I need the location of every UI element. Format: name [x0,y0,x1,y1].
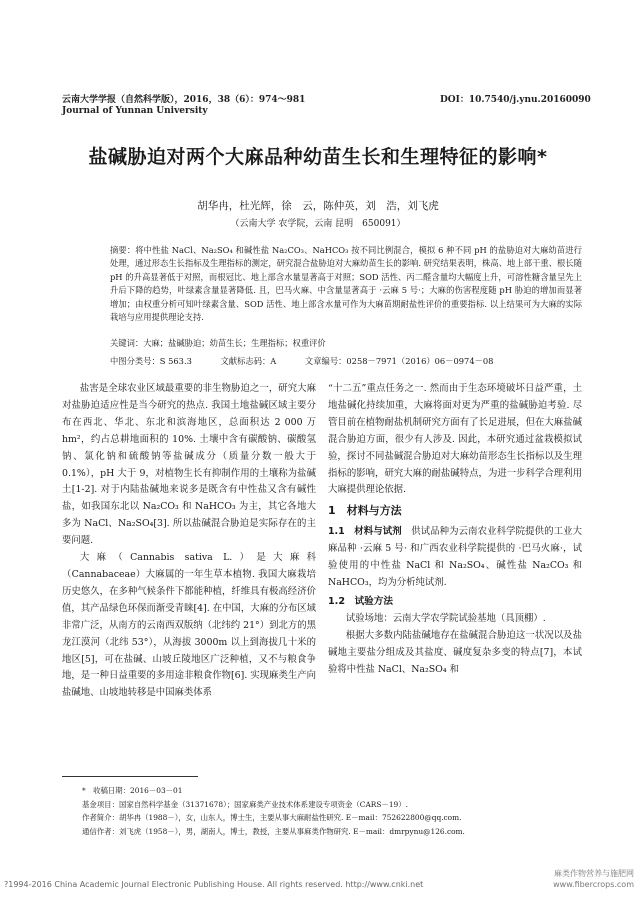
footnote-divider [62,776,198,777]
document-code: 文献标志码：A [220,356,277,366]
subsection-text: 供试品种为云南农业科学院提供的工业大麻品种 ·云麻 5 号· 和广西农业科学院提供的 ·巴马火麻·，试验使用的中性盐 NaCl 和 Na₂SO₄、碱性盐 Na₂CO₃ 和 NaHCO₃，均为分析纯试剂. [328,526,582,588]
footnotes [82,784,602,838]
subsection-1-1 [328,524,582,592]
subsection-heading: 1.2 试验方法 [328,595,393,607]
journal-name-cn: 云南大学学报（自然科学版）， [62,95,184,105]
journal-header-left [62,92,305,105]
intro-continuation: “十二五”重点任务之一. 然而由于生态环境破坏日益严重，土地盐碱化持续加重，大麻将面对更为严重的盐碱胁迫考验. 尽管目前在植物耐盐机制研究方面有了长足进展，但在大麻盐碱混合胁迫方面，很少有人涉及. 因此，本研究通过盆栽模拟试验，探讨不同盐碱混合胁迫对大麻幼苗形态生长指标以及生理指标的影响，研究大麻的耐盐碱特点，为进一步科学合理利用大麻提供理论依据. [328,383,582,496]
intro-paragraph: 盐害是全球农业区域最重要的非生物胁迫之一，研究大麻对盐胁迫适应性是当今研究的热点. 我国土地盐碱区域主要分布在西北、华北、东北和滨海地区，总面积达 2 000 万 hm²，约占总耕地面积的 10%. 土壤中含有碳酸钠、碳酸氢钠、氯化钠和硫酸钠等盐碱成分（质量分数一般大于 0.1%），pH 大于 9，对植物生长有抑制作用的土壤称为盐碱土[1-2]. 对于内陆盐碱地来说多是既含有中性盐又含有碱性盐，如我国东北以 Na₂CO₃ 和 NaHCO₃ 为主，其它各地大多为 NaCl、Na₂SO₄[3]. 所以盐碱混合胁迫是实际存在的主要问题. [62,383,316,547]
left-column [62,381,316,702]
journal-name-en: Journal of Yunnan University [62,106,208,116]
author-list: 胡华冉，杜光辉，徐 云，陈仲英，刘 浩，刘飞虎 [197,200,439,212]
footnote-author: 作者简介：胡华冉（1988－），女，山东人，博士生，主要从事大麻耐盐性研究. E－mail：752622800@qq.com. [82,813,462,822]
abstract: 摘要：将中性盐 NaCl、Na₂SO₄ 和碱性盐 Na₂CO₃、NaHCO₃ 按不同比例混合，模拟 6 种不同 pH 的盐胁迫对大麻幼苗进行处理，通过形态生长指标及生理指标的测定，研究混合盐胁迫对大麻幼苗生长的影响. 研究结果表明，株高、地上部干重、根长随 pH 的升高显著低于对照，而根冠比、地上部含水量显著高于对照；SOD 活性、丙二醛含量均大幅度上升，可溶性糖含量呈先上升后下降的趋势，叶绿素含量显著降低. 且，巴马火麻、中含量显著高于 ·云麻 5 号·；大麻的伤害程度随 pH 胁迫的增加而显著增加；由权重分析可知叶绿素含量、SOD 活性、地上部含水量可作为大麻苗期耐盐性评价的重要指标. 以上结果可为大麻的实际栽培与应用提供理论支持. [110,245,582,323]
doi: DOI：10.7540/j.ynu.20160090 [440,95,591,105]
affiliation: （云南大学 农学院，云南 昆明 650091） [230,219,406,229]
copyright-footer: ?1994-2016 China Academic Journal Electronic Publishing House. All rights reserved. http://www.cnki.net [4,880,424,889]
footnote-received: * 收稿日期：2016－03－01 [82,786,183,795]
clc-number: 中图分类号：S 563.3 [110,356,192,366]
watermark-text: 麻类作物营养与施肥网 www.fibercrops.com [553,869,634,889]
intro-paragraph: 大麻（Cannabis sativa L.）是大麻科（Cannabaceae）大麻属的一年生草本植物. 我国大麻栽培历史悠久，在多种气候条件下都能种植，纤维具有极高经济价值，其产品绿色环保而渐受青睐[4]. 在中国，大麻的分布区域非常广泛，从南方的云南西双版纳（北纬约 21°）到北方的黑龙江漠河（北纬 53°），从海拔 3000m 以上到海拔几十米的地区[5]，可在盐碱、山坡丘陵地区广泛种植，又不与粮食争地，是一种日益重要的多用途非粮食作物[6]. 实现麻类生产向盐碱地、山坡地转移是中国麻类体系 [62,552,316,699]
footnote-corresponding: 通信作者：刘飞虎（1958－），男，湖南人，博士，教授，主要从事麻类作物研究. E－mail：dmrpynu@126.com. [82,826,465,836]
paper-title: 盐碱胁迫对两个大麻品种幼苗生长和生理特征的影响* [88,146,548,168]
section-heading: 1 材料与方法 [328,504,402,518]
method-paragraph: 根据大多数内陆盐碱地存在盐碱混合胁迫这一状况以及盐碱地主要盐分组成及其盐度、碱度复杂多变的特点[7]，本试验将中性盐 NaCl、Na₂SO₄ 和 [328,629,582,675]
article-number: 文章编号：0258－7971（2016）06－0974－08 [304,356,494,366]
keywords: 关键词：大麻；盐碱胁迫；幼苗生长；生理指标；权重评价 [110,338,326,348]
journal-volume: 2016，38（6）：974～981 [183,95,306,105]
classification-line [110,355,582,367]
subsection-text: 试验场地：云南大学农学院试验基地（具顶棚）. [345,612,546,624]
footnote-funding: 基金项目：国家自然科学基金（31371678）；国家麻类产业技术体系建设专项资金（CARS－19）. [82,799,408,809]
subsection-heading: 1.1 材料与试剂 [328,526,402,538]
right-column [328,381,582,678]
